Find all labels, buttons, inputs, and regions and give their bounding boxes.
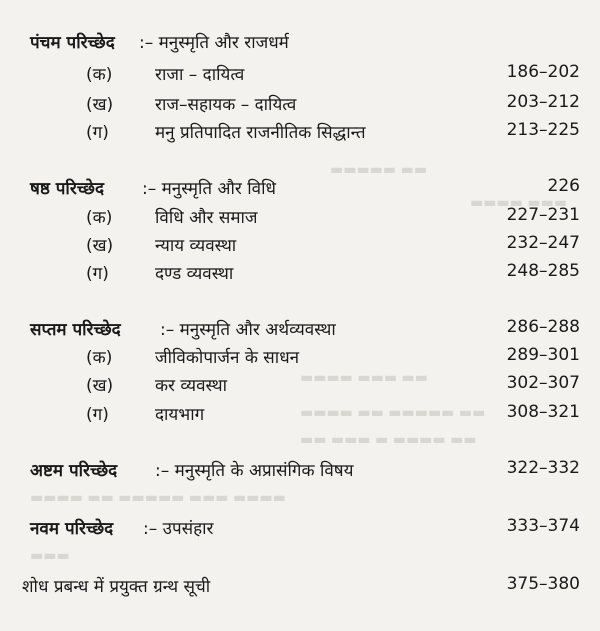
subsection-row (0, 205, 600, 233)
subsection-marker: (ख) (86, 95, 114, 115)
bleed-through-text: ▬▬▬ (30, 548, 70, 564)
page-range: 226 (547, 176, 580, 196)
page-range: 302–307 (506, 373, 580, 393)
subsection-marker: (ग) (86, 123, 109, 143)
subsection-marker: (ग) (86, 264, 109, 284)
bibliography-row (0, 574, 600, 602)
chapter-label: अष्टम परिच्छेद (30, 461, 118, 481)
chapter-title: :– मनुस्मृति और अर्थव्यवस्था (160, 320, 336, 340)
bleed-through-text: ▬▬▬▬▬ ▬▬ (330, 162, 428, 178)
chapter-title: :– मनुस्मृति और राजधर्म (139, 33, 289, 53)
chapter-label: षष्ठ परिच्छेद (30, 179, 104, 199)
page-range: 213–225 (506, 120, 580, 140)
bleed-through-text: ▬▬▬▬ ▬▬▬ (470, 195, 568, 211)
page-range: 232–247 (506, 233, 580, 253)
bleed-through-text: ▬▬ ▬▬▬ ▬ ▬▬▬▬ ▬▬ (300, 432, 477, 448)
page-range: 308–321 (506, 402, 580, 422)
chapter-title: :– मनुस्मृति और विधि (142, 179, 276, 199)
subsection-row (0, 261, 600, 289)
bleed-through-text: ▬▬▬▬ ▬▬ ▬▬▬▬▬ ▬▬ (300, 405, 486, 421)
subsection-title: कर व्यवस्था (155, 376, 228, 396)
bibliography-title: शोध प्रबन्ध में प्रयुक्त ग्रन्थ सूची (22, 577, 211, 597)
subsection-title: न्याय व्यवस्था (155, 236, 237, 256)
bleed-through-text: ▬▬▬▬ ▬▬ ▬▬▬▬▬ ▬▬▬ ▬▬▬▬ (30, 490, 286, 506)
chapter-row (0, 317, 600, 345)
chapter-title: :– उपसंहार (143, 519, 214, 539)
chapter-label: पंचम परिच्छेद (30, 33, 115, 53)
subsection-marker: (क) (86, 208, 113, 228)
subsection-title: विधि और समाज (155, 208, 258, 228)
subsection-marker: (क) (86, 348, 113, 368)
subsection-marker: (ख) (86, 236, 114, 256)
subsection-row (0, 373, 600, 401)
page-range: 375–380 (506, 574, 580, 594)
subsection-title: मनु प्रतिपादित राजनीतिक सिद्धान्त (155, 123, 366, 143)
subsection-title: दायभाग (155, 405, 205, 425)
chapter-title: :– मनुस्मृति के अप्रासंगिक विषय (155, 461, 354, 481)
chapter-row (0, 516, 600, 544)
subsection-row (0, 120, 600, 148)
subsection-row (0, 92, 600, 120)
subsection-marker: (ख) (86, 376, 114, 396)
page-range: 322–332 (506, 458, 580, 478)
bleed-through-text: ▬▬▬▬ ▬▬▬ ▬▬ (300, 370, 428, 386)
page-range: 186–202 (506, 62, 580, 82)
chapter-row (0, 30, 600, 58)
chapter-label: सप्तम परिच्छेद (30, 320, 121, 340)
chapter-label: नवम परिच्छेद (30, 519, 114, 539)
page-range: 333–374 (506, 516, 580, 536)
chapter-row (0, 176, 600, 204)
subsection-row (0, 233, 600, 261)
subsection-title: राजा – दायित्व (155, 65, 245, 85)
subsection-title: राज–सहायक – दायित्व (155, 95, 297, 115)
subsection-row (0, 345, 600, 373)
subsection-marker: (क) (86, 65, 113, 85)
subsection-marker: (ग) (86, 405, 109, 425)
page-range: 289–301 (506, 345, 580, 365)
page-range: 248–285 (506, 261, 580, 281)
chapter-row (0, 458, 600, 486)
page-range: 227–231 (506, 205, 580, 225)
page-range: 203–212 (506, 92, 580, 112)
subsection-title: जीविकोपार्जन के साधन (155, 348, 300, 368)
subsection-row (0, 402, 600, 430)
page-range: 286–288 (506, 317, 580, 337)
subsection-row (0, 62, 600, 90)
subsection-title: दण्ड व्यवस्था (155, 264, 234, 284)
